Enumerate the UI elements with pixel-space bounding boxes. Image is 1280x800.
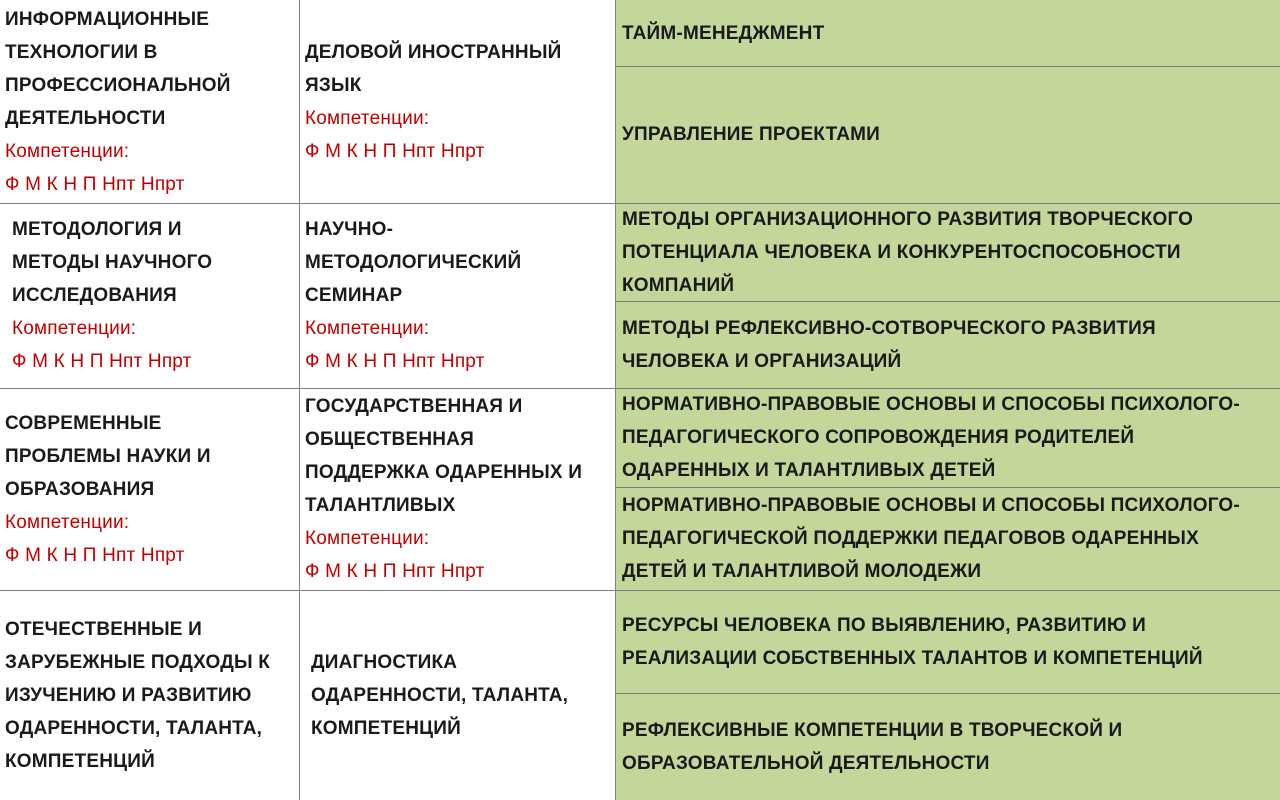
- subject-title-line: ЧЕЛОВЕКА И ОРГАНИЗАЦИЙ: [622, 350, 902, 372]
- module-cell: [616, 0, 1280, 66]
- subject-title-line: РЕАЛИЗАЦИИ СОБСТВЕННЫХ ТАЛАНТОВ И КОМПЕТЕНЦИЙ: [622, 647, 1203, 669]
- subject-title-line: ПОТЕНЦИАЛА ЧЕЛОВЕКА И КОНКУРЕНТОСПОСОБНОСТИ: [622, 241, 1181, 263]
- subject-title-line: РЕСУРСЫ ЧЕЛОВЕКА ПО ВЫЯВЛЕНИЮ, РАЗВИТИЮ И: [622, 614, 1147, 636]
- subject-title-line: КОМПЕТЕНЦИЙ: [311, 717, 461, 739]
- module-cell: [616, 301, 1280, 388]
- module-cell: [616, 693, 1280, 800]
- subject-title-line: ОДАРЕННЫХ И ТАЛАНТЛИВЫХ ДЕТЕЙ: [622, 460, 996, 481]
- row-divider: [615, 693, 1280, 694]
- competencies-codes: Ф М К Н П Нпт Нпрт: [305, 140, 485, 162]
- row-divider: [615, 487, 1280, 488]
- competencies-codes: Ф М К Н П Нпт Нпрт: [12, 351, 192, 372]
- subject-title-line: МЕТОДЫ РЕФЛЕКСИВНО-СОТВОРЧЕСКОГО РАЗВИТИЯ: [622, 317, 1156, 339]
- subject-title-line: ПРОФЕССИОНАЛЬНОЙ: [5, 74, 231, 96]
- subject-title-line: ГОСУДАРСТВЕННАЯ И: [305, 396, 523, 417]
- subject-title-line: ПЕДАГОГИЧЕСКОГО СОПРОВОЖДЕНИЯ РОДИТЕЛЕЙ: [622, 427, 1135, 448]
- core-subject-cell: [0, 388, 299, 590]
- subject-title-line: НОРМАТИВНО-ПРАВОВЫЕ ОСНОВЫ И СПОСОБЫ ПСИХОЛОГО-: [622, 394, 1240, 415]
- column-divider: [299, 0, 300, 800]
- subject-title-line: ДЕЯТЕЛЬНОСТИ: [5, 107, 166, 129]
- row-divider: [615, 66, 1280, 67]
- row-divider: [615, 301, 1280, 302]
- subject-title-line: ДЕЛОВОЙ ИНОСТРАННЫЙ: [305, 41, 562, 63]
- subject-title-line: ЯЗЫК: [305, 74, 362, 96]
- module-cell: [616, 487, 1280, 590]
- subject-title-line: ПРОБЛЕМЫ НАУКИ И: [5, 445, 211, 467]
- subject-title-line: ОБРАЗОВАНИЯ: [5, 478, 155, 500]
- subject-title-line: КОМПАНИЙ: [622, 274, 735, 296]
- core-subject-cell: [0, 590, 299, 800]
- core-subject-cell: [0, 203, 299, 388]
- subject-title-line: СЕМИНАР: [305, 285, 403, 306]
- row-divider: [0, 388, 1280, 389]
- subject-title-line: НАУЧНО-: [305, 219, 394, 240]
- column-divider: [615, 0, 616, 800]
- subject-title-line: ЗАРУБЕЖНЫЕ ПОДХОДЫ К: [5, 651, 271, 673]
- subject-title-line: ПЕДАГОГИЧЕСКОЙ ПОДДЕРЖКИ ПЕДАГОВОВ ОДАРЕННЫХ: [622, 528, 1199, 549]
- core-subject-cell: [0, 0, 299, 203]
- elective-subject-cell: [300, 0, 615, 203]
- subject-title-line: ИЗУЧЕНИЮ И РАЗВИТИЮ: [5, 684, 252, 706]
- subject-title-line: МЕТОДЫ ОРГАНИЗАЦИОННОГО РАЗВИТИЯ ТВОРЧЕСКОГО: [622, 208, 1194, 230]
- competencies-codes: Ф М К Н П Нпт Нпрт: [305, 351, 485, 372]
- module-cell: [616, 388, 1280, 487]
- competencies-label: Компетенции:: [305, 318, 430, 339]
- subject-title-line: МЕТОДОЛОГИЯ И: [12, 219, 182, 240]
- subject-title-line: НОРМАТИВНО-ПРАВОВЫЕ ОСНОВЫ И СПОСОБЫ ПСИХОЛОГО-: [622, 495, 1240, 516]
- module-cell: [616, 203, 1280, 301]
- subject-title-line: СОВРЕМЕННЫЕ: [5, 412, 162, 434]
- competencies-label: Компетенции:: [5, 140, 130, 162]
- competencies-label: Компетенции:: [305, 528, 430, 549]
- subject-title-line: МЕТОДЫ НАУЧНОГО: [12, 252, 213, 273]
- subject-title-line: ДИАГНОСТИКА: [311, 651, 458, 673]
- subject-title-line: ОБЩЕСТВЕННАЯ: [305, 429, 474, 450]
- subject-title-line: РЕФЛЕКСИВНЫЕ КОМПЕТЕНЦИИ В ТВОРЧЕСКОЙ И: [622, 719, 1123, 741]
- elective-subject-cell: [300, 590, 615, 800]
- subject-title-line: КОМПЕТЕНЦИЙ: [5, 750, 155, 772]
- module-cell: [616, 590, 1280, 693]
- subject-title-line: ОДАРЕННОСТИ, ТАЛАНТА,: [5, 717, 263, 739]
- elective-subject-cell: [300, 388, 615, 590]
- row-divider: [0, 203, 1280, 204]
- competencies-codes: Ф М К Н П Нпт Нпрт: [5, 544, 185, 566]
- subject-title-line: МЕТОДОЛОГИЧЕСКИЙ: [305, 252, 522, 273]
- subject-title-line: ПОДДЕРЖКА ОДАРЕННЫХ И: [305, 462, 583, 483]
- subject-title-line: ОДАРЕННОСТИ, ТАЛАНТА,: [311, 684, 569, 706]
- subject-title-line: ТАЙМ-МЕНЕДЖМЕНТ: [622, 22, 825, 44]
- subject-title-line: ТЕХНОЛОГИИ В: [5, 41, 158, 63]
- competencies-label: Компетенции:: [5, 511, 130, 533]
- subject-title-line: ДЕТЕЙ И ТАЛАНТЛИВОЙ МОЛОДЕЖИ: [622, 561, 982, 582]
- subject-title-line: ОТЕЧЕСТВЕННЫЕ И: [5, 618, 202, 640]
- competencies-codes: Ф М К Н П Нпт Нпрт: [5, 173, 185, 195]
- row-divider: [0, 590, 1280, 591]
- competencies-label: Компетенции:: [305, 107, 430, 129]
- subject-title-line: ТАЛАНТЛИВЫХ: [305, 495, 456, 516]
- subject-title-line: ОБРАЗОВАТЕЛЬНОЙ ДЕЯТЕЛЬНОСТИ: [622, 752, 990, 774]
- elective-subject-cell: [300, 203, 615, 388]
- subject-title-line: УПРАВЛЕНИЕ ПРОЕКТАМИ: [622, 124, 880, 145]
- subject-title-line: ИССЛЕДОВАНИЯ: [12, 285, 177, 306]
- subject-title-line: ИНФОРМАЦИОННЫЕ: [5, 8, 210, 30]
- competencies-codes: Ф М К Н П Нпт Нпрт: [305, 561, 485, 582]
- module-cell: [616, 66, 1280, 203]
- competencies-label: Компетенции:: [12, 318, 137, 339]
